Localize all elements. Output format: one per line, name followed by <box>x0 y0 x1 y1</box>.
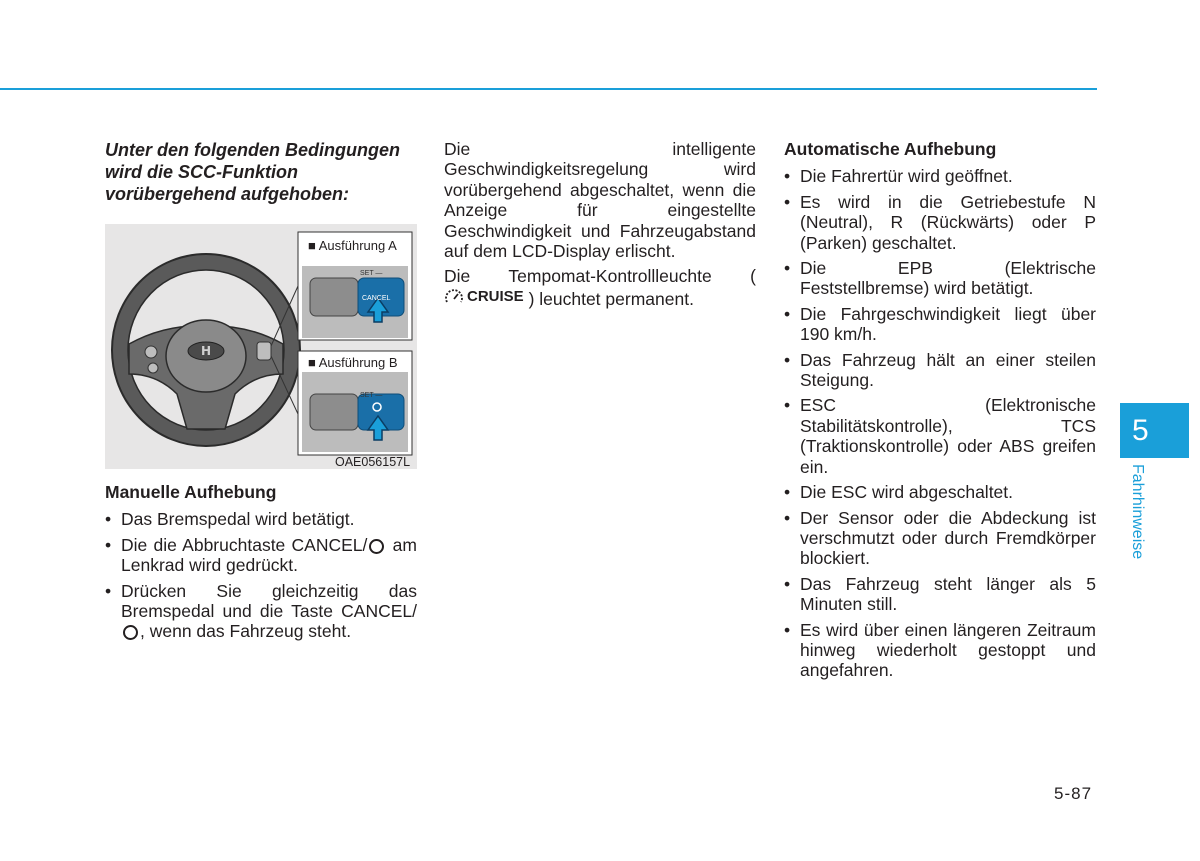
cancel-circle-icon <box>369 539 384 554</box>
chapter-number-tab: 5 <box>1120 403 1189 458</box>
figure-label-version-a: ■ Ausführung A <box>308 238 397 253</box>
cruise-label: CRUISE <box>467 287 524 305</box>
set-label-b: SET — <box>360 392 383 399</box>
list-item: • Es wird über einen längeren Zeitraum hinweg wiederholt gestoppt und angefahren. <box>784 620 1096 681</box>
list-item <box>105 509 417 529</box>
cruise-light-paragraph <box>444 266 756 309</box>
list-item <box>105 535 417 576</box>
speedometer-icon <box>444 288 464 306</box>
steering-wheel-figure <box>105 224 417 469</box>
cancel-circle-icon <box>123 625 138 640</box>
list-item: • Die ESC wird abgeschaltet. <box>784 482 1096 502</box>
list-item <box>105 581 417 642</box>
list-item-text: Die die Abbruchtaste CANCEL/ <box>121 534 368 555</box>
right-column <box>784 139 1096 686</box>
list-item: • Das Fahrzeug steht länger als 5 Minuten still. <box>784 574 1096 615</box>
list-item: • Das Fahrzeug hält an einer steilen Steigung. <box>784 350 1096 391</box>
svg-text:H: H <box>200 344 212 358</box>
cruise-indicator <box>444 287 524 307</box>
section-heading: Unter den folgenden Bedingungen wird die SCC-Funktion vorübergehend aufgehoben: <box>105 140 400 204</box>
list-item: • Die EPB (Elektrische Feststellbremse) wird betätigt. <box>784 258 1096 299</box>
list-item-text: am Lenkrad wird gedrückt. <box>121 534 417 576</box>
list-item: • Die Fahrertür wird geöffnet. <box>784 166 1096 186</box>
list-item-text: , wenn das Fahrzeug steht. <box>140 621 352 642</box>
cancel-label-a: CANCEL <box>362 295 391 302</box>
header-rule <box>0 88 1097 90</box>
list-item: • Die Fahrgeschwindigkeit liegt über 190 km/h. <box>784 304 1096 345</box>
middle-column <box>444 139 756 314</box>
paragraph-text: Die Tempomat-Kontrollleuchte ( <box>444 266 756 287</box>
steering-wheel-illustration <box>105 224 417 469</box>
figure-code: OAE056157L <box>335 455 411 469</box>
set-label-a: SET — <box>360 270 383 277</box>
deactivation-paragraph: Die intelligente Geschwindigkeitsregelung wird vorübergehend abgeschaltet, wenn die Anzeige für eingestellte Geschwindigkeit und Fahrzeugabstand auf dem LCD-Display erlischt. <box>444 139 756 262</box>
page-number: 5-87 <box>1054 784 1093 803</box>
paragraph-text: ) leuchtet permanent. <box>528 289 694 310</box>
list-item: • Es wird in die Getriebestufe N (Neutral), R (Rückwärts) oder P (Parken) geschaltet. <box>784 192 1096 253</box>
figure-label-version-b: ■ Ausführung B <box>308 355 398 370</box>
chapter-title: Fahrhinweise <box>1129 464 1146 560</box>
manual-cancel-list <box>105 509 417 641</box>
list-item-text: Drücken Sie gleichzeitig das Bremspedal und die Taste CANCEL/ <box>121 580 417 622</box>
chapter-title-side <box>1127 464 1147 574</box>
list-item: • ESC (Elektronische Stabilitätskontrolle), TCS (Traktionskontrolle) oder ABS greifen ein. <box>784 395 1096 477</box>
manual-cancel-heading: Manuelle Aufhebung <box>105 482 277 502</box>
auto-cancel-list <box>784 166 1096 680</box>
list-item: • Der Sensor oder die Abdeckung ist verschmutzt oder durch Fremdkörper blockiert. <box>784 508 1096 569</box>
list-item-text: Das Bremspedal wird betätigt. <box>121 509 355 530</box>
left-column <box>105 139 417 647</box>
auto-cancel-heading: Automatische Aufhebung <box>784 139 997 159</box>
